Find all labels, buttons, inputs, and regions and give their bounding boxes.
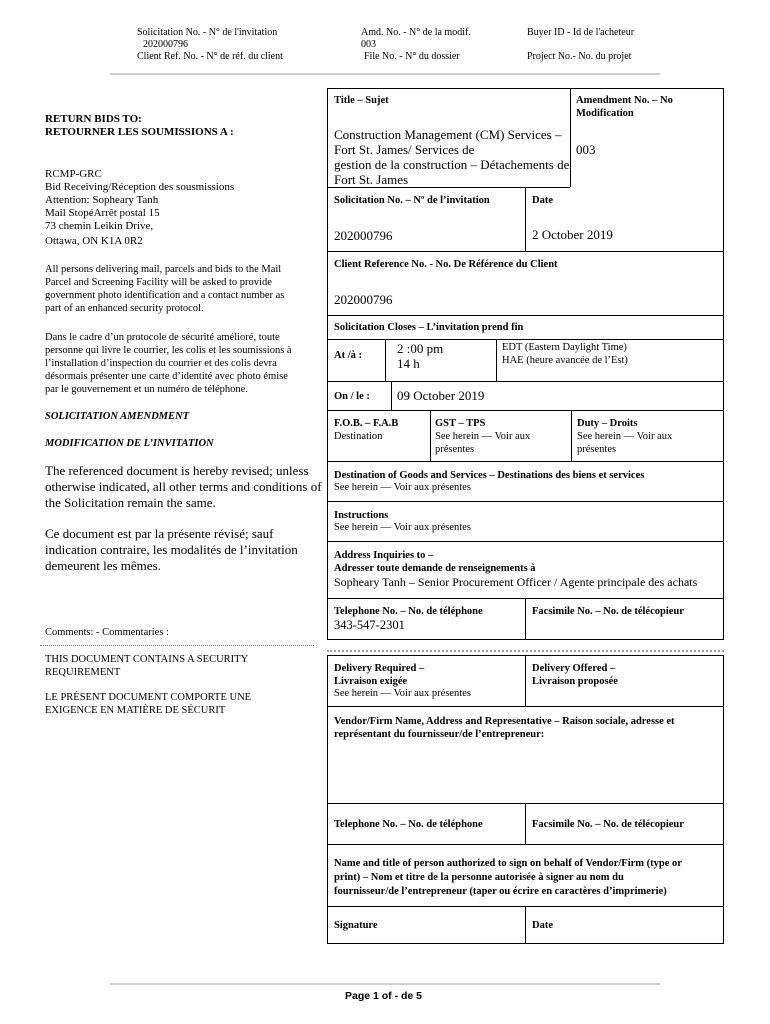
divider (327, 461, 724, 462)
return-address (45, 168, 234, 248)
inquiries-label-line: Address Inquiries to – (334, 550, 434, 561)
time-fr: 14 h (397, 356, 420, 371)
security-fr-line: désormais présenter une carte d’identité avec photo émise (45, 371, 288, 382)
security-fr-line: l’installation d’inspection du courrier et des colis devra (45, 358, 277, 369)
solicitation-value: 202000796 (334, 228, 393, 243)
vendor-label (334, 715, 675, 741)
telephone-label: Telephone No. – No. de téléphone (334, 606, 483, 617)
revised-en-line: the Solicitation remain the same. (45, 495, 216, 510)
amendment-label (576, 94, 673, 120)
fax-label: Facsimile No. – No. de télécopieur (532, 606, 684, 617)
tz-en: EDT (Eastern Daylight Time) (502, 342, 627, 353)
divider (327, 251, 724, 252)
time-en: 2 :00 pm (397, 341, 444, 356)
divider (327, 844, 724, 845)
section-separator (327, 650, 724, 652)
address-line: 73 chemin Leikin Drive, (45, 220, 154, 232)
divider (327, 339, 724, 340)
address-line: RCMP-GRC (45, 168, 102, 180)
header-rule (110, 73, 660, 75)
security-req-en-line: THIS DOCUMENT CONTAINS A SECURITY (45, 654, 249, 665)
instructions-value: See herein — Voir aux présentes (334, 522, 471, 533)
amendment-label-line: Modification (576, 108, 634, 119)
security-en-line: Parcel and Screening Facility will be asked to provide (45, 277, 272, 288)
instructions-label: Instructions (334, 510, 389, 521)
divider (525, 598, 526, 640)
authorized-line: Name and title of person authorized to sign on behalf of Vendor/Firm (type or (334, 858, 682, 869)
telephone-value: 343-547-2301 (334, 618, 405, 632)
duty-value (577, 431, 672, 456)
divider (327, 381, 724, 382)
header-project-label: Project No.- No. du projet (527, 51, 632, 62)
inquiries-value: Sopheary Tanh – Senior Procurement Officer / Agente principale des achats (334, 575, 698, 589)
fax2-label: Facsimile No. – No. de télécopieur (532, 819, 684, 830)
return-bids-fr-text: RETOURNER LES SOUMISSIONS A : (45, 126, 234, 138)
security-fr-line: personne qui livre le courrier, les colis et les soumissions à (45, 345, 292, 356)
title-value (334, 127, 569, 187)
address-line: Mail StopéArrêt postal 15 (45, 207, 160, 219)
security-fr-line: Dans le cadre d’un protocole de sécurité amélioré, toute (45, 332, 280, 343)
footer-rule (110, 983, 660, 985)
duty-label: Duty – Droits (577, 418, 638, 429)
divider (430, 410, 431, 461)
revised-fr-line: demeurent les mêmes. (45, 558, 161, 573)
amendment-heading-en: SOLICITATION AMENDMENT (45, 411, 190, 422)
authorized-person-label (334, 857, 682, 899)
divider (496, 339, 497, 381)
header-amd-label: Amd. No. - N° de la modif. (361, 27, 471, 38)
amendment-label-line: Amendment No. – No (576, 95, 673, 106)
gst-label: GST – TPS (435, 418, 486, 429)
header-solicitation-label: Solicitation No. - N° de l'invitation (137, 27, 278, 38)
security-req-fr-line: EXIGENCE EN MATIÈRE DE SÉCURIT (45, 705, 226, 716)
fob-label: F.O.B. – F.A.B (334, 418, 399, 429)
title-label: Title – Sujet (334, 95, 389, 106)
timezone (502, 342, 628, 367)
date-label: Date (532, 195, 553, 206)
tz-fr: HAE (heure avancée de l’Est) (502, 354, 628, 366)
security-fr-line: par le gouvernement et un numéro de téléphone. (45, 384, 248, 395)
closing-time (397, 341, 443, 371)
security-req-fr (45, 691, 251, 717)
authorized-line: fournisseur/de l’entrepreneur (taper ou écrire en caractères d’imprimerie) (334, 886, 667, 897)
delivery-required-line (334, 662, 424, 675)
return-bids-en: RETURN BIDS TO: (45, 113, 142, 125)
delivery-required-text: Delivery Required – (334, 663, 425, 674)
revised-text-en (45, 463, 322, 511)
on-label: On / le : (334, 391, 370, 402)
destination-value: See herein — Voir aux présentes (334, 482, 471, 493)
title-line: Construction Management (CM) Services – (334, 127, 562, 142)
divider (391, 381, 392, 410)
revised-fr-line: Ce document est par la présente révisé; sauf (45, 526, 274, 541)
divider (525, 803, 526, 844)
header-solicitation-no: 202000796 (143, 39, 188, 50)
duty-line: See herein — Voir aux (577, 431, 673, 442)
header-file-label: File No. - N° du dossier (364, 51, 460, 62)
revised-fr-line: indication contraire, les modalités de l’invitation (45, 542, 298, 557)
security-en-line: part of an enhanced security protocol. (45, 303, 204, 314)
security-req-en (45, 653, 248, 679)
divider (327, 315, 724, 316)
fob-value: Destination (334, 431, 383, 442)
delivery-offered-label (532, 662, 618, 688)
header-buyer-label: Buyer ID - Id de l'acheteur (527, 27, 635, 38)
title-line: Fort St. James/ Services de (334, 142, 475, 157)
date-value: 2 October 2019 (532, 227, 613, 242)
security-req-fr-line: LE PRÉSENT DOCUMENT COMPORTE UNE (45, 692, 252, 703)
divider (385, 339, 386, 381)
divider (525, 655, 526, 706)
authorized-line: print) – Nom et titre de la personne autorisée à signer au nom du (334, 872, 624, 883)
comments-divider (40, 645, 314, 646)
gst-value (435, 431, 530, 456)
duty-line: présentes (577, 443, 617, 455)
divider (327, 706, 724, 707)
security-en-line: government photo identification and a contact number as (45, 290, 285, 301)
gst-line: See herein — Voir aux (435, 431, 531, 442)
inquiries-label-line: Adresser toute demande de renseignements à (334, 563, 536, 574)
at-label: At /à : (334, 350, 362, 361)
divider (525, 906, 526, 944)
page-number: Page 1 of - de 5 (345, 990, 423, 1002)
return-bids-fr (45, 126, 234, 140)
vendor-label-line: Vendor/Firm Name, Address and Representative – Raison sociale, adresse et (334, 716, 675, 727)
amendment-heading-fr: MODIFICATION DE L’INVITATION (45, 438, 214, 449)
security-notice-fr (45, 331, 292, 396)
security-notice-en (45, 263, 284, 315)
divider (525, 187, 526, 251)
divider (327, 501, 724, 502)
address-line: Ottawa, ON K1A 0R2 (45, 235, 143, 247)
security-en-line: All persons delivering mail, parcels and bids to the Mail (45, 264, 282, 275)
divider (327, 187, 570, 188)
delivery-offered-line: Delivery Offered – (532, 663, 616, 674)
signature-label: Signature (334, 920, 378, 931)
header-client-ref-label: Client Ref. No. - N° de réf. du client (137, 51, 283, 62)
security-req-en-line: REQUIREMENT (45, 667, 121, 678)
client-ref-value: 202000796 (334, 292, 393, 307)
solicitation-label: Solicitation No. – Nº de l’invitation (334, 195, 490, 206)
date2-label: Date (532, 920, 553, 931)
delivery-required-line: Livraison exigée (334, 676, 408, 687)
divider (327, 541, 724, 542)
vendor-label-line: représentant du fournisseur/de l’entrepreneur: (334, 729, 545, 740)
inquiries-label (334, 549, 536, 575)
comments-label: Comments: - Commentaries : (45, 627, 169, 638)
header-amd-no: 003 (361, 39, 376, 50)
title-line: gestion de la construction – Détachements de (334, 157, 570, 172)
address-line: Attention: Sopheary Tanh (45, 194, 159, 206)
on-value: 09 October 2019 (397, 388, 485, 403)
delivery-offered-line: Livraison proposée (532, 676, 618, 687)
closes-label: Solicitation Closes – L’invitation prend fin (334, 322, 524, 333)
address-line: Bid Receiving/Réception des sousmissions (45, 181, 235, 193)
revised-en-line: otherwise indicated, all other terms and conditions of (45, 479, 322, 494)
divider (570, 88, 571, 187)
destination-label: Destination of Goods and Services – Destinations des biens et services (334, 470, 645, 481)
title-line: Fort St. James (334, 172, 409, 187)
revised-en-line: The referenced document is hereby revised; unless (45, 463, 309, 478)
delivery-required-label (334, 662, 424, 688)
telephone2-label: Telephone No. – No. de téléphone (334, 819, 483, 830)
gst-line: présentes (435, 443, 475, 455)
amendment-value: 003 (576, 142, 596, 157)
revised-text-fr (45, 526, 298, 574)
delivery-required-value: See herein — Voir aux présentes (334, 688, 471, 699)
divider (327, 410, 724, 411)
divider (571, 410, 572, 461)
client-ref-label: Client Reference No. - No. De Référence du Client (334, 259, 558, 270)
